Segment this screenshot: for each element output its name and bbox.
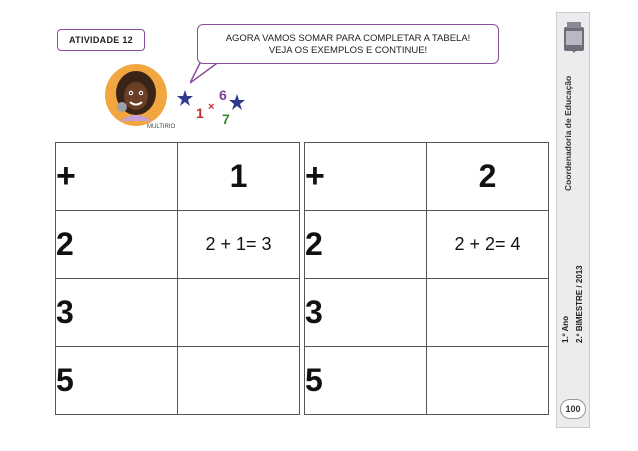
- decor-number-seven: 7: [222, 111, 230, 127]
- character-avatar-icon: [104, 63, 168, 127]
- answer-cell[interactable]: [178, 347, 300, 415]
- table-row: [305, 279, 549, 347]
- table-row: [56, 211, 300, 279]
- activity-label: ATIVIDADE 12: [69, 35, 133, 45]
- addition-table-right: [304, 142, 549, 415]
- row-number-cell: 3: [305, 279, 427, 347]
- instruction-line-1: AGORA VAMOS SOMAR PARA COMPLETAR A TABELA!: [225, 33, 471, 44]
- answer-cell[interactable]: 2 + 2= 4: [427, 211, 549, 279]
- addend-cell: 1: [178, 143, 300, 211]
- table-row: [56, 347, 300, 415]
- operator-cell: +: [56, 143, 178, 211]
- decor-number-one: 1: [196, 105, 204, 121]
- answer-cell[interactable]: 2 + 1= 3: [178, 211, 300, 279]
- star-icon: [177, 90, 193, 106]
- page-number: 100: [560, 399, 586, 419]
- sidebar-strip: [556, 12, 590, 428]
- addend-cell: 2: [427, 143, 549, 211]
- operator-cell: +: [305, 143, 427, 211]
- row-number-cell: 2: [56, 211, 178, 279]
- star-icon: [229, 94, 245, 110]
- department-label: Coordenadoria de Educação: [563, 75, 573, 191]
- instruction-bubble: [197, 24, 499, 64]
- table-row: [305, 211, 549, 279]
- coat-of-arms-icon: [557, 13, 591, 73]
- answer-cell[interactable]: [178, 279, 300, 347]
- decorative-numbers: [175, 80, 260, 128]
- answer-cell[interactable]: [427, 279, 549, 347]
- addition-table-left: [55, 142, 300, 415]
- activity-badge: [57, 29, 145, 51]
- decor-operator: ×: [208, 101, 215, 113]
- table-row: [305, 347, 549, 415]
- term-label: 2.º BIMESTRE / 2013: [575, 265, 584, 343]
- character-caption: MULTIRIO: [147, 124, 176, 130]
- answer-cell[interactable]: [427, 347, 549, 415]
- row-number-cell: 5: [56, 347, 178, 415]
- row-number-cell: 5: [305, 347, 427, 415]
- table-row: [56, 279, 300, 347]
- table-header-row: [305, 143, 549, 211]
- instruction-line-2: VEJA OS EXEMPLOS E CONTINUE!: [268, 45, 428, 56]
- table-header-row: [56, 143, 300, 211]
- grade-label: 1.º Ano: [561, 315, 570, 343]
- row-number-cell: 2: [305, 211, 427, 279]
- row-number-cell: 3: [56, 279, 178, 347]
- decor-number-six: 6: [219, 87, 227, 103]
